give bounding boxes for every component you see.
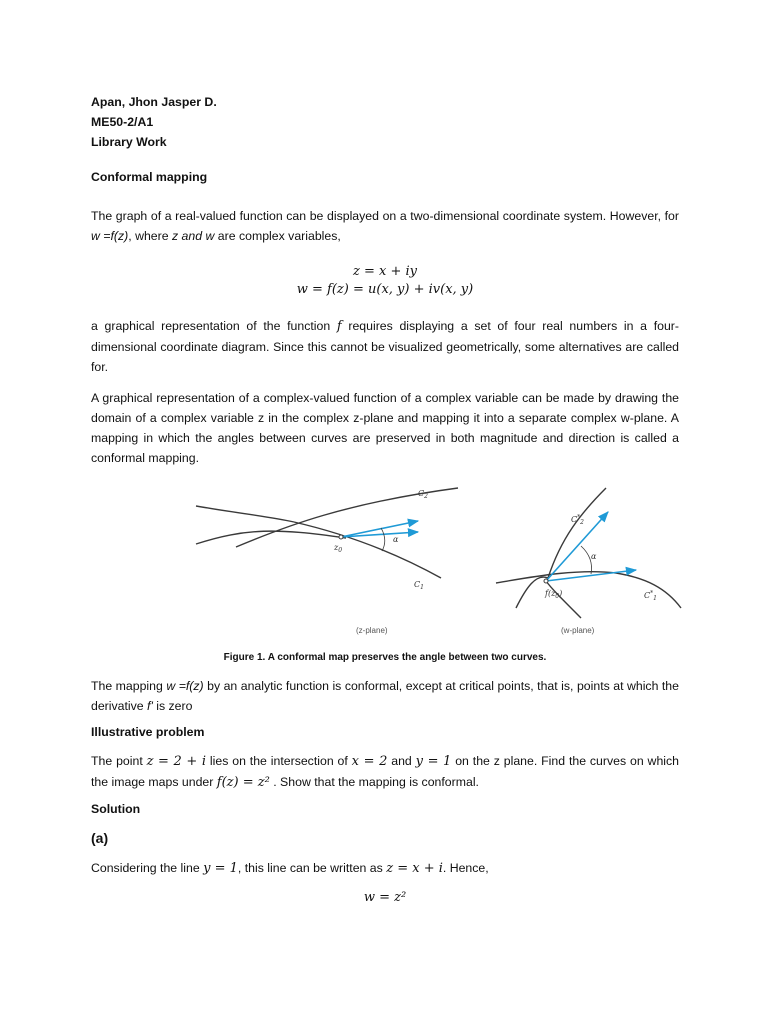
author-name: Apan, Jhon Jasper D. <box>91 95 217 109</box>
text-run: The mapping <box>91 679 167 693</box>
curve-c2-image <box>546 581 581 618</box>
section-title: Conformal mapping <box>91 170 208 184</box>
point-fz0 <box>544 579 548 583</box>
w-plane-diagram <box>496 488 681 635</box>
c2-label: $C_2$ <box>418 489 428 500</box>
math-inline: f(z) = z² <box>216 775 270 790</box>
text-run-italic: w =f(z) <box>91 229 129 243</box>
c1-star-label: $C^*_1$ <box>644 590 657 602</box>
curve-lower-left <box>196 506 294 522</box>
paragraph-four-dimensional <box>91 316 679 377</box>
text-run: . Hence, <box>442 861 489 875</box>
course-code: ME50-2/A1 <box>91 115 154 129</box>
angle-arc-right <box>581 546 592 574</box>
curve-c1-star <box>496 572 681 608</box>
paragraph-intro <box>91 206 679 246</box>
text-run-italic: z and w <box>171 229 215 243</box>
text-run-italic: f' <box>147 699 153 713</box>
part-a-label: (a) <box>91 830 109 846</box>
text-run: Considering the line <box>91 861 204 875</box>
text-run: The point <box>91 754 147 768</box>
paragraph-analytic <box>91 676 679 716</box>
equation-z: z = x + iy <box>353 264 417 279</box>
point-z0 <box>339 535 343 539</box>
conformal-figure <box>196 478 657 640</box>
text-run: is zero <box>152 699 193 713</box>
w-plane-label: (w-plane) <box>561 626 595 635</box>
alpha-label-right: α <box>591 552 597 561</box>
figure-caption: Figure 1. A conformal map preserves the angle between two curves. <box>223 652 547 663</box>
considering-line <box>91 858 679 879</box>
math-inline: y = 1 <box>415 754 452 769</box>
solution-title: Solution <box>91 802 141 816</box>
math-inline: x = 2 <box>351 754 388 769</box>
text-run: The graph of a real-valued function can be displayed on a two-dimensional coordinate system. However, for <box>91 209 679 223</box>
z-plane-diagram <box>196 488 458 635</box>
math-symbol: f <box>336 319 342 334</box>
math-inline: z = x + i <box>386 861 443 876</box>
alpha-label-left: α <box>393 535 399 544</box>
illustrative-title: Illustrative problem <box>91 725 205 739</box>
math-inline: y = 1 <box>203 861 238 876</box>
text-run-italic: w =f(z) <box>166 679 204 693</box>
equation-w-z-squared: w = z² <box>363 890 407 905</box>
angle-arc-left <box>381 528 385 551</box>
c1-label: $C_1$ <box>414 580 424 591</box>
text-run: , where <box>128 229 172 243</box>
text-run: lies on the intersection of <box>206 754 352 768</box>
text-run: a graphical representation of the function <box>91 319 337 333</box>
text-run: are complex variables, <box>214 229 341 243</box>
text-run: . Show that the mapping is conformal. <box>269 775 479 789</box>
c2-star-label: $C^*_2$ <box>571 514 584 526</box>
header-block <box>91 92 217 152</box>
text-run: by an analytic function is conformal, except at critical points, that is, points at which the derivative <box>91 679 679 713</box>
fz0-label: $f(z_0)$ <box>545 589 563 600</box>
equation-w: w = f(z) = u(x, y) + iv(x, y) <box>296 282 474 297</box>
work-type: Library Work <box>91 135 167 149</box>
text-run: requires displaying a set of four real numbers in a four-dimensional coordinate diagram. Since this cannot be visualized geometrically, some alternatives are called for. <box>91 319 679 374</box>
text-run: on the z plane. Find the curves on which the image maps under <box>91 754 679 789</box>
z-plane-label: (z-plane) <box>356 626 388 635</box>
math-inline: z = 2 + i <box>146 754 207 769</box>
text-run: , this line can be written as <box>237 861 387 875</box>
problem-statement <box>91 751 679 793</box>
curve-c1 <box>294 522 441 578</box>
z0-label: $z_0$ <box>334 543 343 554</box>
paragraph-conformal-definition: A graphical representation of a complex-valued function of a complex variable can be made by drawing the domain of a complex variable z in the complex z-plane and mapping it into a separate complex w-plane. A mapping in which the angles between curves are preserved in both magnitude and direction is called a conformal mapping. <box>91 391 679 465</box>
text-run: and <box>387 754 416 768</box>
